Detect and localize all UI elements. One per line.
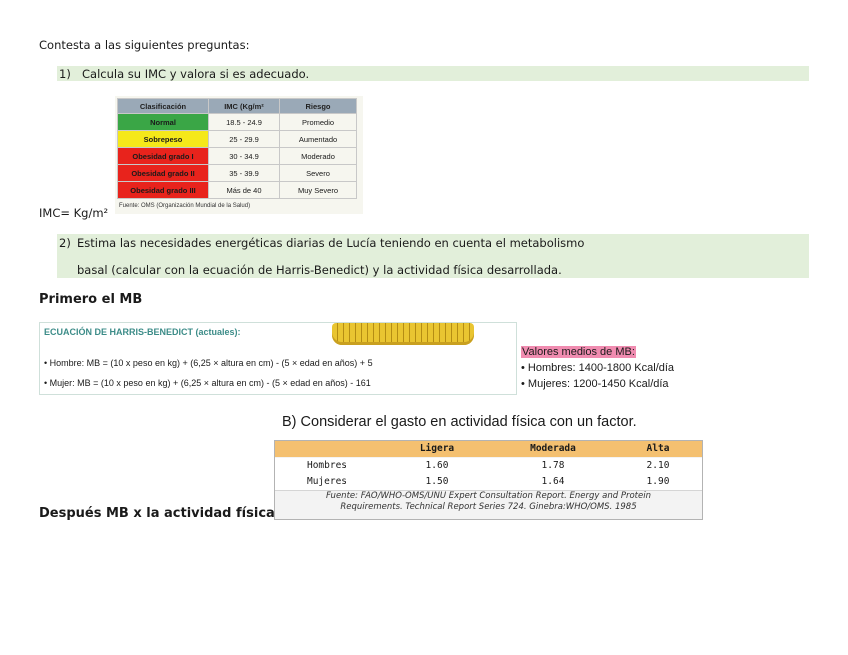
imc-row: [118, 148, 357, 165]
imc-class-label: Normal: [118, 114, 209, 131]
imc-range: 35 - 39.9: [209, 165, 280, 182]
imc-class-label: Obesidad grado II: [118, 165, 209, 182]
imc-row: [118, 114, 357, 131]
question-2-line-1: Estima las necesidades energéticas diarias de Lucía teniendo en cuenta el metabolismo: [77, 236, 585, 250]
question-1-number: 1): [59, 67, 71, 81]
imc-header-imc: IMC (Kg/m²: [209, 99, 280, 114]
activity-row-label: Hombres: [306, 460, 348, 471]
imc-row: [118, 182, 357, 199]
imc-row: [118, 165, 357, 182]
table-row: [275, 474, 702, 491]
imc-class-label: Obesidad grado I: [118, 148, 209, 165]
valores-mujeres: • Mujeres: 1200-1450 Kcal/día: [521, 378, 669, 390]
harris-benedict-hombre: • Hombre: MB = (10 x peso en kg) + (6,25 × altura en cm) - (5 × edad en años) + 5: [44, 358, 373, 368]
imc-source: Fuente: OMS (Organización Mundial de la Salud): [119, 203, 251, 209]
activity-factor-table: [274, 440, 703, 520]
activity-source: [275, 491, 702, 513]
imc-header-riesgo: Riesgo: [280, 99, 357, 114]
activity-value: 1.60: [425, 460, 449, 471]
activity-value: 1.78: [541, 460, 565, 471]
valores-medios-title: Valores medios de MB:: [522, 346, 635, 358]
question-2-line-2: basal (calcular con la ecuación de Harris-Benedict) y la actividad física desarrollada.: [77, 263, 562, 277]
table-row: [275, 458, 702, 475]
activity-factor-title: B) Considerar el gasto en actividad física con un factor.: [282, 414, 637, 430]
imc-class-label: Sobrepeso: [118, 131, 209, 148]
imc-range: 25 - 29.9: [209, 131, 280, 148]
question-1-text: Calcula su IMC y valora si es adecuado.: [82, 67, 310, 81]
harris-benedict-title: ECUACIÓN DE HARRIS-BENEDICT (actuales):: [44, 327, 241, 337]
imc-range: 30 - 34.9: [209, 148, 280, 165]
activity-header-moderada: Moderada: [530, 443, 576, 454]
imc-row: [118, 131, 357, 148]
imc-classification-table: [115, 96, 363, 214]
activity-value: 1.90: [646, 476, 670, 487]
imc-range: Más de 40: [209, 182, 280, 199]
activity-source-line-1: Fuente: FAO/WHO-OMS/UNU Expert Consultation Report. Energy and Protein: [326, 491, 651, 501]
imc-risk: Aumentado: [280, 131, 357, 148]
despues-heading: Después MB x la actividad física: [39, 506, 275, 521]
activity-row-label: Mujeres: [306, 476, 348, 487]
activity-source-line-2: Requirements. Technical Report Series 724. Ginebra:WHO/OMS. 1985: [340, 502, 637, 512]
harris-benedict-box: [39, 322, 517, 395]
primero-heading: Primero el MB: [39, 292, 143, 307]
imc-risk: Severo: [280, 165, 357, 182]
activity-header-ligera: Ligera: [419, 443, 455, 454]
imc-class-label: Obesidad grado III: [118, 182, 209, 199]
activity-table-header: [275, 441, 702, 457]
imc-formula: IMC= Kg/m²: [39, 206, 109, 220]
imc-risk: Moderado: [280, 148, 357, 165]
imc-risk: Promedio: [280, 114, 357, 131]
imc-risk: Muy Severo: [280, 182, 357, 199]
question-2-number: 2): [59, 236, 71, 250]
imc-header-clasificacion: Clasificación: [118, 99, 209, 114]
activity-value: 1.50: [425, 476, 449, 487]
imc-range: 18.5 - 24.9: [209, 114, 280, 131]
activity-header-alta: Alta: [646, 443, 670, 454]
activity-value: 1.64: [541, 476, 565, 487]
activity-value: 2.10: [646, 460, 670, 471]
measuring-tape-image: [332, 323, 474, 345]
intro-text: Contesta a las siguientes preguntas:: [39, 38, 250, 52]
valores-hombres: • Hombres: 1400-1800 Kcal/día: [521, 362, 675, 374]
harris-benedict-mujer: • Mujer: MB = (10 x peso en kg) + (6,25 × altura en cm) - (5 × edad en años) - 161: [44, 378, 371, 388]
